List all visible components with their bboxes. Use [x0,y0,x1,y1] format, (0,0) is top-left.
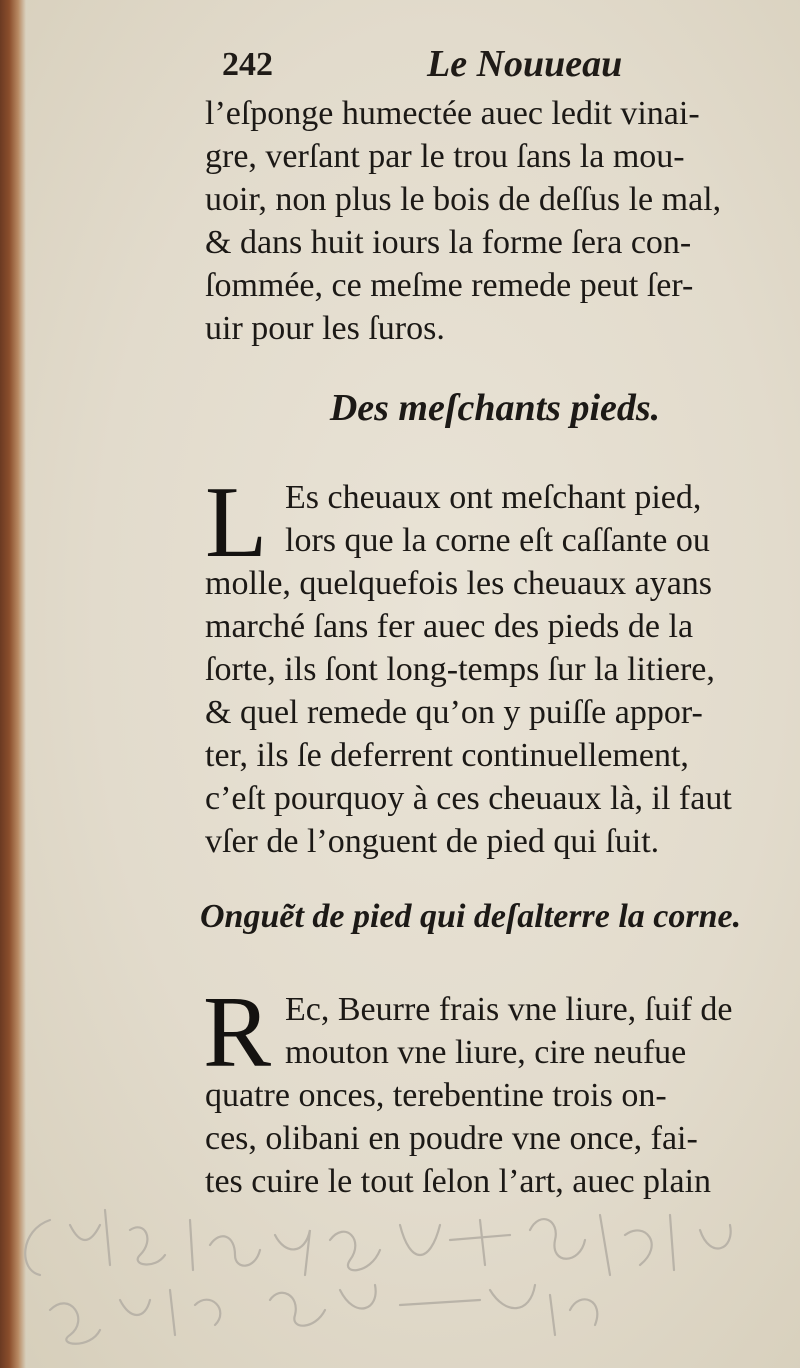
text-line: & quel remede qu’on y puiſſe appor- [205,694,703,731]
running-head: Le Nouueau [427,43,623,85]
text-line: lors que la corne eſt caſſante ou [285,522,710,559]
continuation-paragraph [205,92,785,350]
text-line: mouton vne liure, cire neufue [285,1034,687,1071]
paragraph [205,466,785,863]
text-line: ces, olibani en poudre vne once, fai- [205,1120,698,1157]
text-line: Es cheuaux ont meſchant pied, [285,479,702,516]
handwritten-annotation [10,1190,800,1350]
text-line: uir pour les ſuros. [205,310,445,347]
text-line: ter, ils ſe deferrent continuellement, [205,737,689,774]
section-heading: Onguẽt de pied qui deſalterre la corne. [200,898,742,935]
text-line: l’eſponge humectée auec ledit vinai- [205,95,700,132]
text-line: uoir, non plus le bois de deſſus le mal, [205,181,722,218]
text-line: marché ſans fer auec des pieds de la [205,608,694,645]
page-header [222,40,782,90]
page-number: 242 [222,46,273,83]
text-line: c’eſt pourquoy à ces cheuaux là, il faut [205,780,732,817]
section-heading: Des meſchants pieds. [329,387,661,429]
text-line: vſer de l’onguent de pied qui ſuit. [205,823,660,860]
drop-cap: R [203,976,272,1089]
text-line: Ec, Beurre frais vne liure, ſuif de [285,991,733,1028]
text-line: gre, verſant par le trou ſans la mou- [205,138,685,175]
drop-cap: L [205,466,268,579]
binding-edge [0,0,26,1368]
text-line: ſorte, ils ſont long-temps ſur la litiere, [205,651,715,688]
text-line: molle, quelquefois les cheuaux ayans [205,565,713,602]
text-line: & dans huit iours la forme ſera con- [205,224,692,261]
text-line: tes cuire le tout ſelon l’art, auec plain [205,1163,712,1200]
text-line: ſommée, ce meſme remede peut ſer- [205,267,694,304]
text-line: quatre onces, terebentine trois on- [205,1077,667,1114]
paragraph [203,976,785,1203]
